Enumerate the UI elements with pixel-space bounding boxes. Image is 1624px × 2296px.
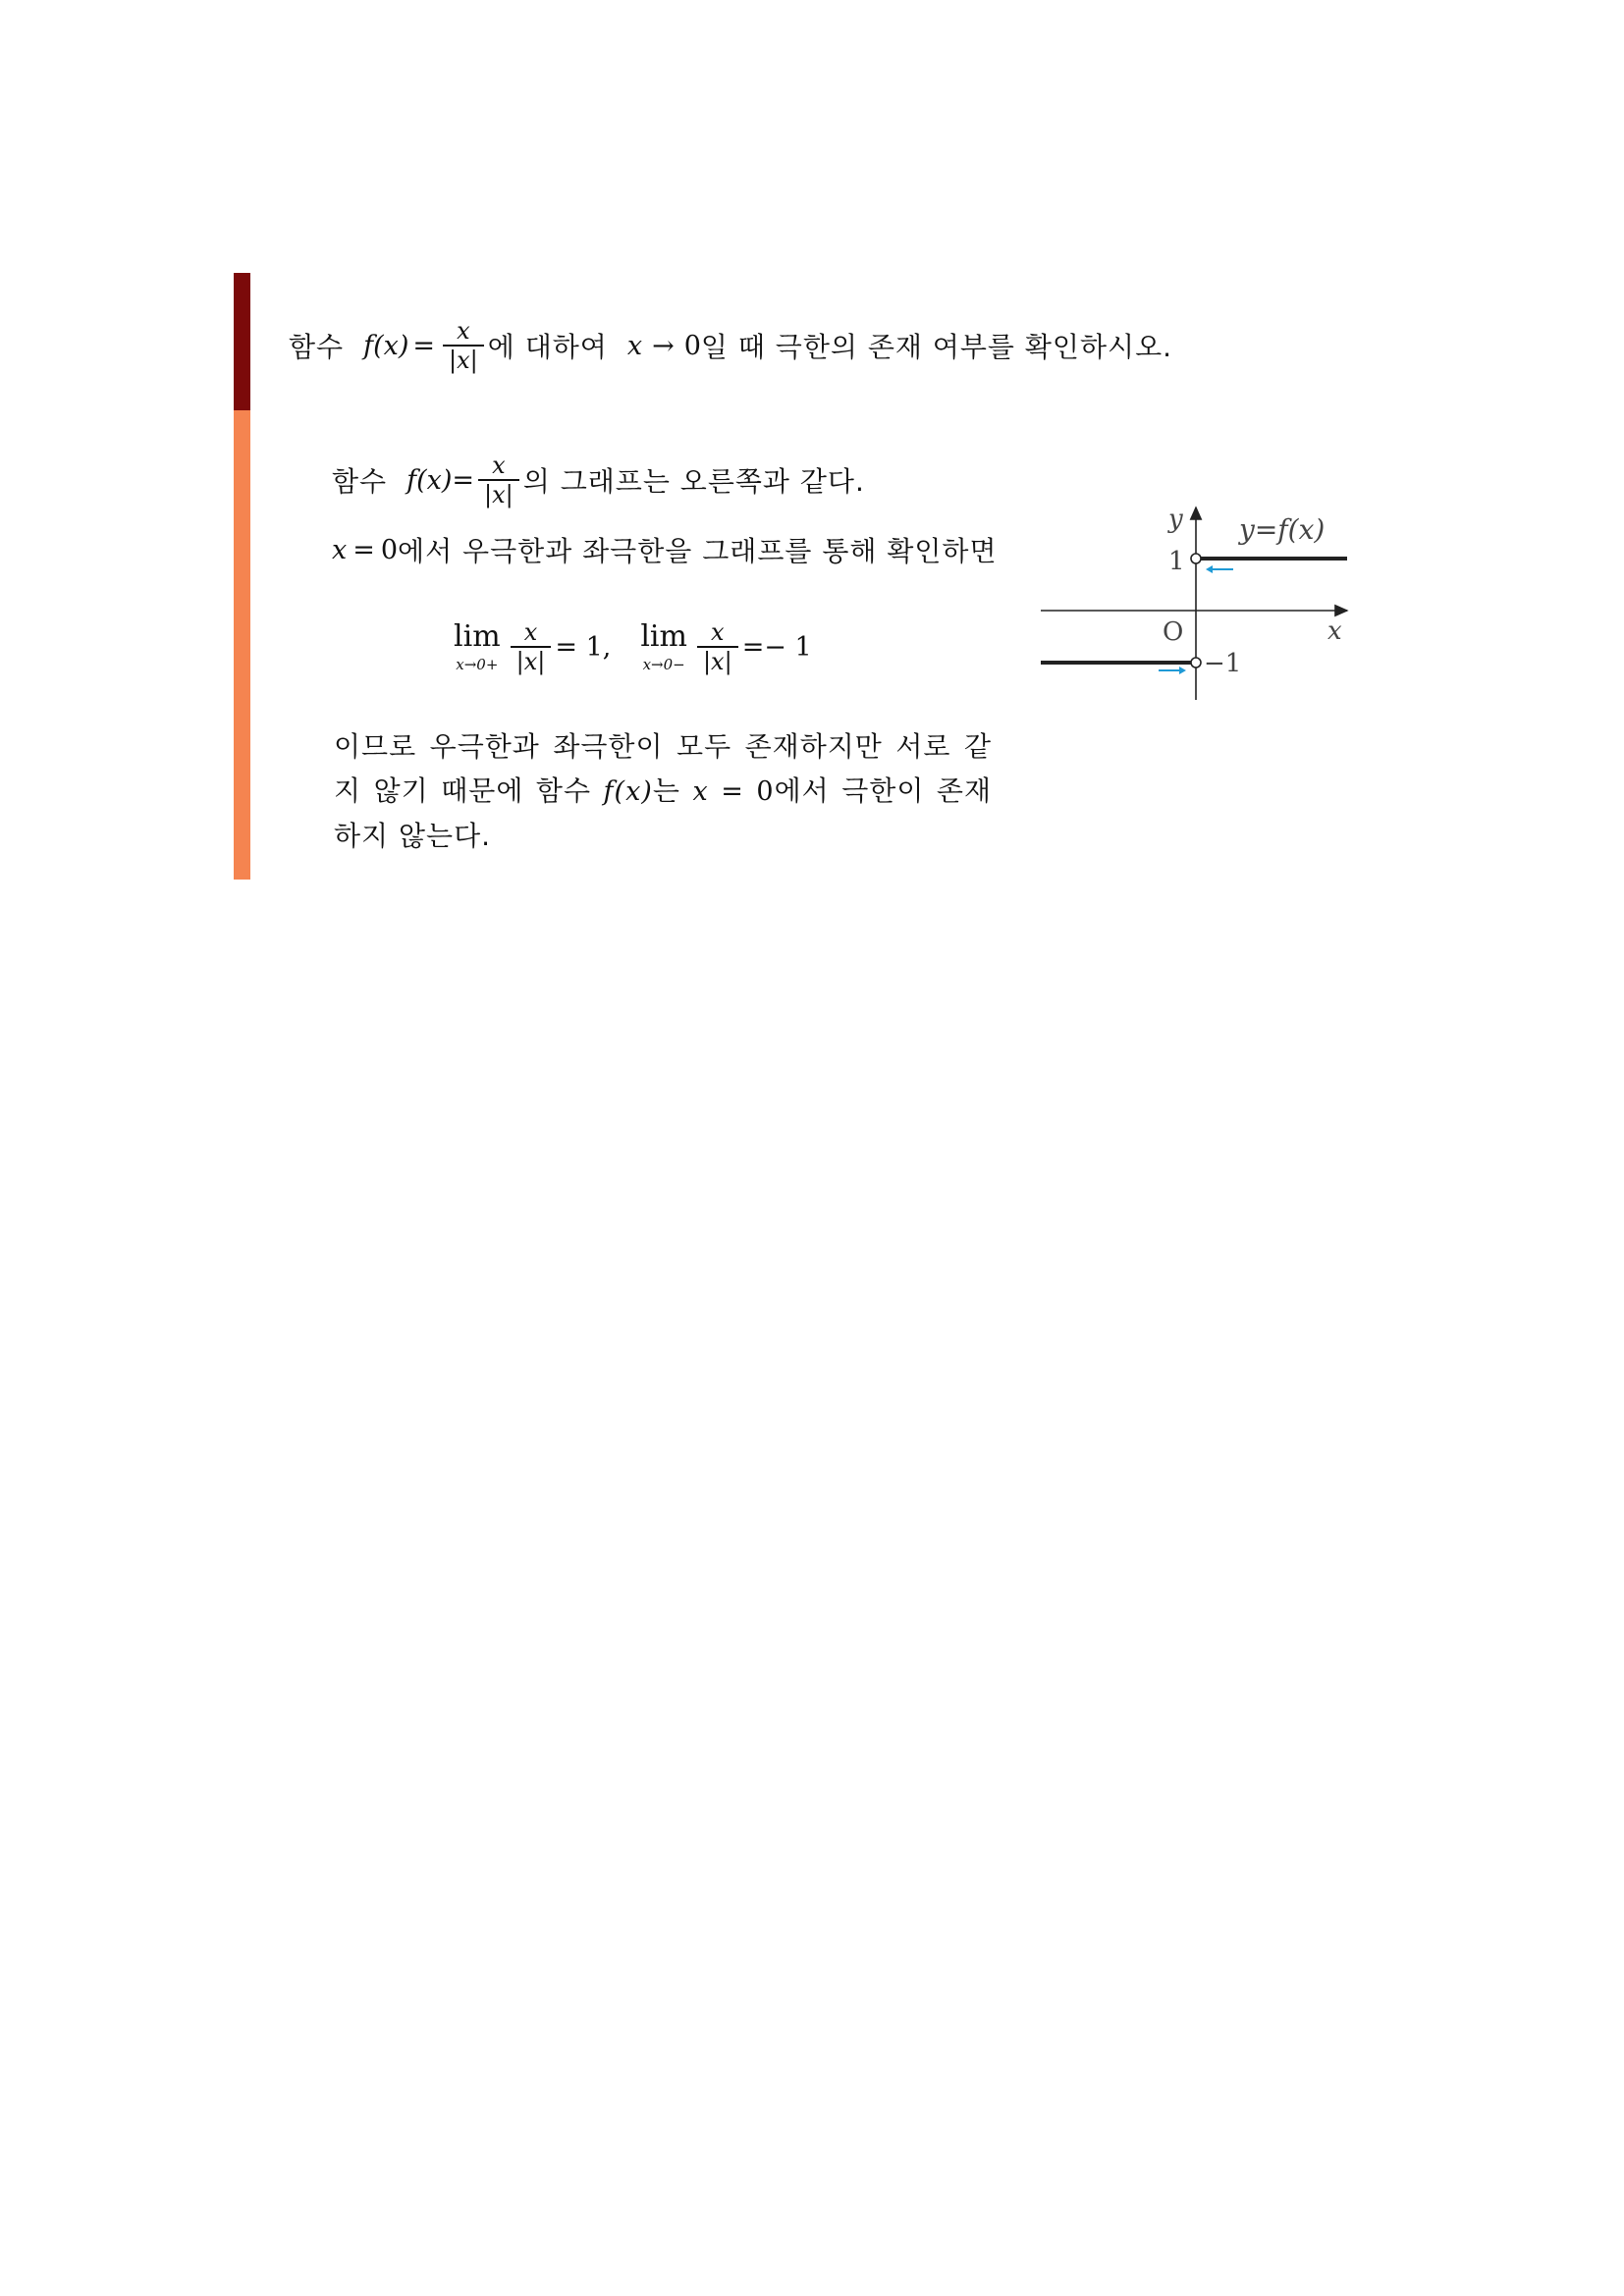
limit-right-subscript: x→0+ bbox=[456, 656, 499, 673]
answer-line1-text: 의 그래프는 오른쪽과 같다. bbox=[522, 465, 865, 498]
limit-left-word: lim bbox=[640, 619, 687, 654]
answer-line-2 bbox=[332, 530, 998, 569]
answer-fraction-numerator: x bbox=[492, 452, 506, 479]
limit-left-subscript: x→0− bbox=[642, 656, 685, 673]
question-marker-bar bbox=[234, 273, 250, 410]
answer-marker-bar bbox=[234, 410, 250, 880]
question-equals: = bbox=[412, 330, 436, 361]
curve-label: y=f(x) bbox=[1239, 513, 1326, 546]
limit-left-denominator: |x| bbox=[697, 646, 738, 675]
answer-line2-zero: 0 bbox=[380, 534, 399, 565]
conclusion-fx: f(x) bbox=[603, 776, 653, 807]
conclusion-part3: 에서 극한이 존재하지 않는다. bbox=[334, 774, 993, 852]
tick-label-positive: 1 bbox=[1168, 547, 1185, 576]
limit-left bbox=[640, 621, 687, 672]
answer-line2-text: 에서 우극한과 좌극한을 그래프를 통해 확인하면 bbox=[398, 535, 998, 567]
answer-line-1 bbox=[332, 452, 865, 508]
answer-fx: f(x) bbox=[406, 464, 453, 496]
tick-label-negative: −1 bbox=[1204, 649, 1242, 678]
question-fraction bbox=[443, 317, 484, 374]
conclusion-x: x bbox=[692, 776, 709, 807]
question-x: x bbox=[626, 330, 643, 361]
limit-right-numerator: x bbox=[523, 618, 538, 646]
limit-right-fraction bbox=[511, 618, 552, 675]
question-fraction-numerator: x bbox=[457, 317, 470, 345]
origin-label: O bbox=[1163, 617, 1184, 647]
limit-left-result: =− 1 bbox=[741, 631, 812, 663]
right-limit-arrowhead bbox=[1206, 565, 1213, 573]
question-text bbox=[289, 317, 1172, 374]
answer-line2-equals: = bbox=[352, 534, 375, 565]
limit-right-result: = 1, bbox=[555, 631, 612, 663]
conclusion-part1: 이므로 우극한과 좌극한이 모두 존재하지만 서로 같지 않기 때문에 함수 bbox=[334, 730, 992, 807]
conclusion-paragraph bbox=[334, 724, 992, 858]
limit-right-word: lim bbox=[454, 619, 501, 654]
question-word-function: 함수 bbox=[289, 331, 345, 363]
answer-word-function: 함수 bbox=[332, 465, 388, 498]
answer-fraction-denominator: |x| bbox=[478, 479, 519, 508]
question-text-part2: 에 대하여 bbox=[487, 331, 608, 363]
step-function-graph bbox=[1031, 496, 1365, 721]
limits-equation bbox=[454, 618, 812, 675]
y-axis-label: y bbox=[1168, 505, 1183, 534]
left-limit-arrowhead bbox=[1179, 667, 1186, 674]
open-point-upper bbox=[1191, 554, 1201, 563]
x-axis-label: x bbox=[1327, 616, 1342, 646]
answer-equals: = bbox=[452, 464, 475, 496]
limit-right bbox=[454, 621, 501, 672]
conclusion-equals: = bbox=[721, 776, 744, 807]
question-arrow: → bbox=[652, 330, 675, 361]
limit-right-denominator: |x| bbox=[511, 646, 552, 675]
question-zero: 0 bbox=[683, 330, 701, 361]
conclusion-part2: 는 bbox=[652, 774, 680, 807]
answer-fraction bbox=[478, 452, 519, 508]
conclusion-zero: 0 bbox=[756, 776, 775, 807]
question-text-part3: 일 때 극한의 존재 여부를 확인하시오. bbox=[700, 331, 1173, 363]
answer-line2-x: x bbox=[332, 534, 348, 565]
open-point-lower bbox=[1191, 658, 1201, 667]
question-fraction-denominator: |x| bbox=[443, 345, 484, 374]
limit-left-fraction bbox=[697, 618, 738, 675]
limit-left-numerator: x bbox=[711, 618, 725, 646]
question-fx: f(x) bbox=[363, 330, 409, 361]
